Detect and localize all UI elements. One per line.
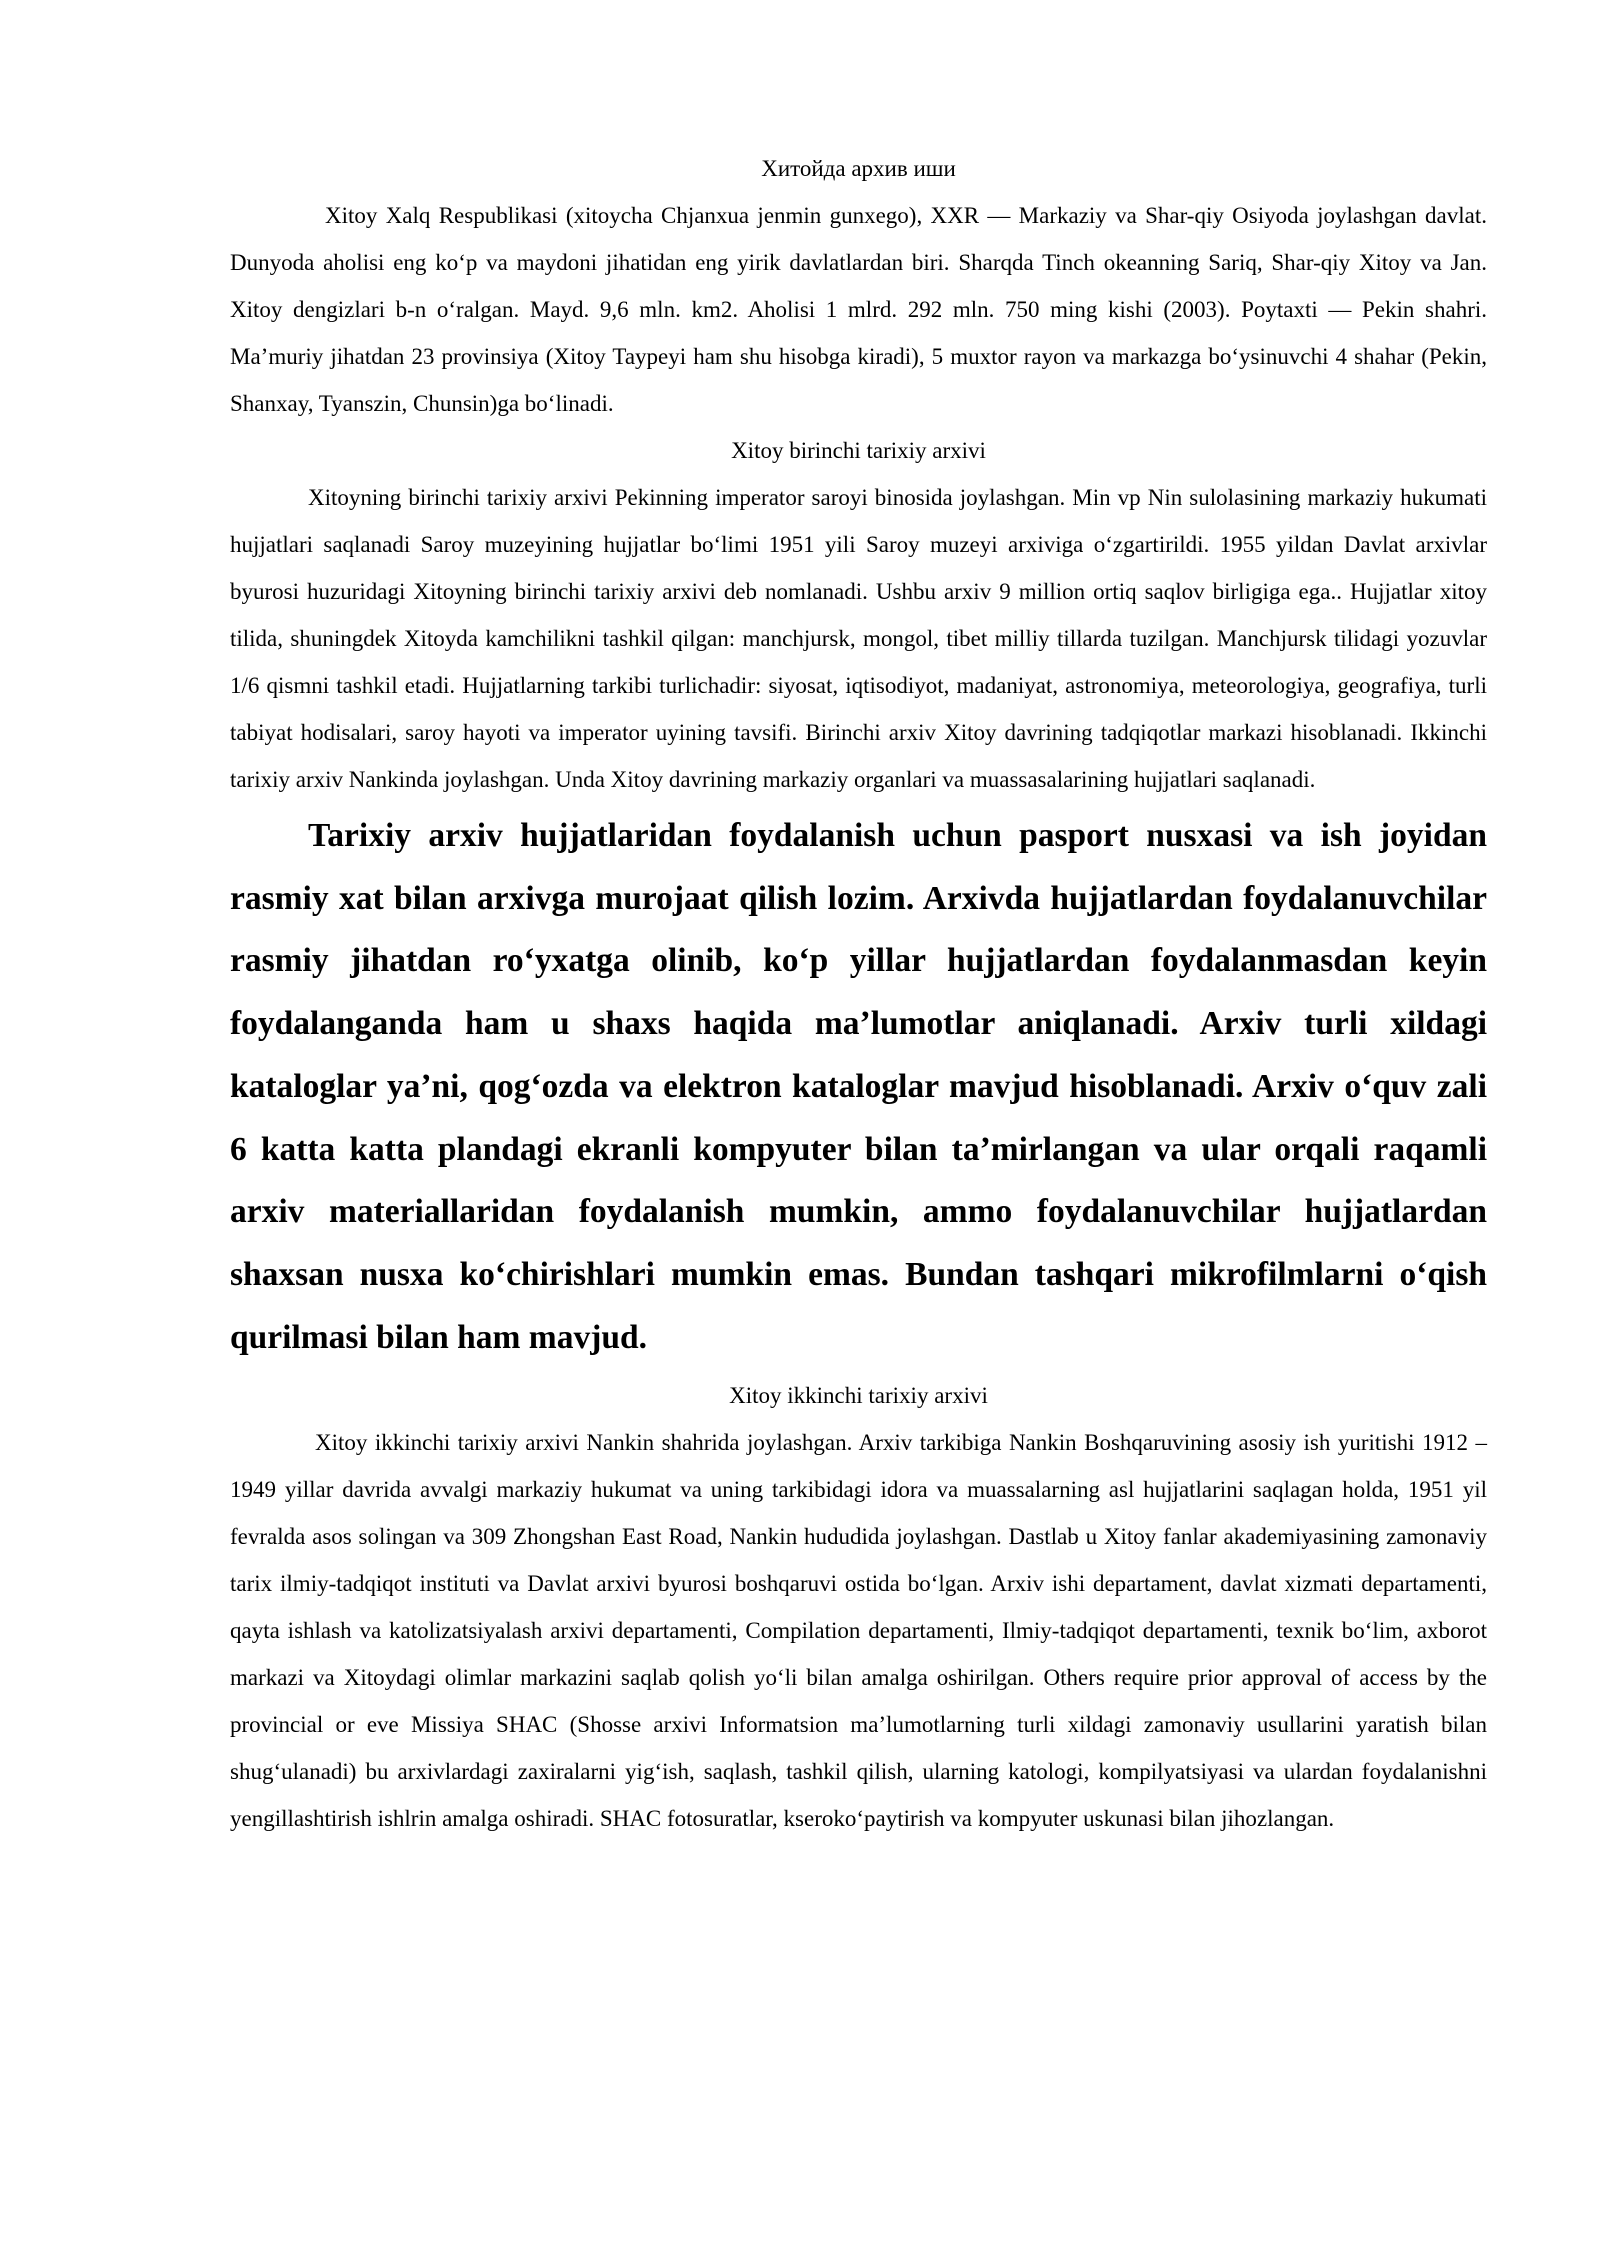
intro-paragraph: Xitoy Xalq Respublikasi (xitoycha Chjanxua jenmin gunxego), XXR — Markaziy va Shar-qiy Osiyoda joylashgan davlat. Dunyoda aholisi eng koʻp va maydoni jihatidan eng yirik davlatlardan biri. Sharqda Tinch okeanning Sariq, Shar-qiy Xitoy va Jan. Xitoy dengizlari b-n oʻralgan. Mayd. 9,6 mln. km2. Aholisi 1 mlrd. 292 mln. 750 ming kishi (2003). Poytaxti — Pekin shahri. Maʼmuriy jihatdan 23 provinsiya (Xitoy Taypeyi ham shu hisobga kiradi), 5 muxtor rayon va markazga boʻysinuvchi 4 shahar (Pekin, Shanxay, Tyanszin, Chunsin)ga boʻlinadi. [230,203,1487,416]
document-title: Хитойда архив иши [761,156,956,181]
bold-paragraph: Tarixiy arxiv hujjatlaridan foydalanish uchun pasport nusxasi va ish joyidan rasmiy xat bilan arxivga murojaat qilish lozim. Arxivda hujjatlardan foydalanuvchilar rasmiy jihatdan roʻyxatga olinib, koʻp yillar hujjatlardan foydalanmasdan keyin foydalanganda ham u shaxs haqida maʼlumotlar aniqlanadi. Arxiv turli xildagi kataloglar yaʼni, qogʻozda va elektron kataloglar mavjud hisoblanadi. Arxiv oʻquv zali 6 katta katta plandagi ekranli kompyuter bilan taʼmirlangan va ular orqali raqamli arxiv materiallaridan foydalanish mumkin, ammo foydalanuvchilar hujjatlardan shaxsan nusxa koʻchirishlari mumkin emas. Bundan tashqari mikrofilmlarni oʻqish qurilmasi bilan ham mavjud. [230,817,1487,1356]
section2-heading: Xitoy ikkinchi tarixiy arxivi [729,1383,988,1409]
section1-heading: Xitoy birinchi tarixiy arxivi [731,438,986,463]
document-body [230,145,1487,1842]
section2-paragraph: Xitoy ikkinchi tarixiy arxivi Nankin shahrida joylashgan. Arxiv tarkibiga Nankin Boshqaruvining asosiy ish yuritishi 1912 – 1949 yillar davrida avvalgi markaziy hukumat va uning tarkibidagi idora va muassalarning asl hujjatlarini saqlagan holda, 1951 yil fevralda asos solingan va 309 Zhongshan East Road, Nankin hududida joylashgan. Dastlab u Xitoy fanlar akademiyasining zamonaviy tarix ilmiy-tadqiqot instituti va Davlat arxivi byurosi boshqaruvi ostida boʻlgan. Arxiv ishi departament, davlat xizmati departamenti, qayta ishlash va katolizatsiyalash arxivi departamenti, Compilation departamenti, Ilmiy-tadqiqot departamenti, texnik boʻlim, axborot markazi va Xitoydagi olimlar markazini saqlab qolish yoʻli bilan amalga oshirilgan. Others require prior approval of access by the provincial or eve Missiya SHAC (Shosse arxivi Informatsion maʼlumotlarning turli xildagi zamonaviy usullarini yaratish bilan shugʻulanadi) bu arxivlardagi zaxiralarni yigʻish, saqlash, tashkil qilish, ularning katologi, kompilyatsiyasi va ulardan foydalanishni yengillashtirish ishlrin amalga oshiradi. SHAC fotosuratlar, kserokoʻpaytirish va kompyuter uskunasi bilan jihozlangan. [230,1430,1487,1832]
section1-paragraph: Xitoyning birinchi tarixiy arxivi Pekinning imperator saroyi binosida joylashgan. Min vp Nin sulolasining markaziy hukumati hujjatlari saqlanadi Saroy muzeyining hujjatlar boʻlimi 1951 yili Saroy muzeyi arxiviga oʻzgartirildi. 1955 yildan Davlat arxivlar byurosi huzuridagi Xitoyning birinchi tarixiy arxivi deb nomlanadi. Ushbu arxiv 9 million ortiq saqlov birligiga ega.. Hujjatlar xitoy tilida, shuningdek Xitoyda kamchilikni tashkil qilgan: manchjursk, mongol, tibet milliy tillarda tuzilgan. Manchjursk tilidagi yozuvlar 1/6 qismni tashkil etadi. Hujjatlarning tarkibi turlichadir: siyosat, iqtisodiyot, madaniyat, astronomiya, meteorologiya, geografiya, turli tabiyat hodisalari, saroy hayoti va imperator uyining tavsifi. Birinchi arxiv Xitoy davrining tadqiqotlar markazi hisoblanadi. Ikkinchi tarixiy arxiv Nankinda joylashgan. Unda Xitoy davrining markaziy organlari va muassasalarining hujjatlari saqlanadi. [230,485,1487,792]
